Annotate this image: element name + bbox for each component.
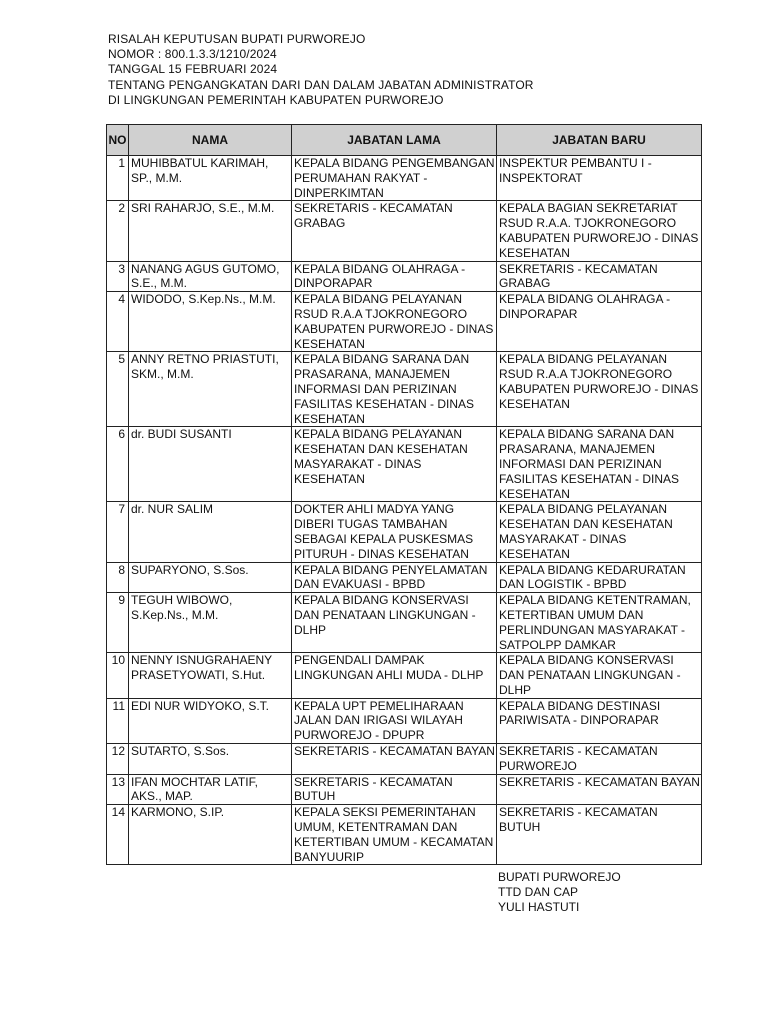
cell-no: 8 <box>107 562 129 593</box>
cell-no: 4 <box>107 292 129 352</box>
table-row <box>107 292 702 352</box>
appointment-table <box>106 124 702 865</box>
header-number: NOMOR : 800.1.3.3/1210/2024 <box>108 47 277 62</box>
cell-jabatan-baru: KEPALA BIDANG KONSERVASI DAN PENATAAN LINGKUNGAN - DLHP <box>497 653 702 698</box>
table-header-row <box>107 125 702 156</box>
table-row <box>107 698 702 743</box>
cell-nama: KARMONO, S.IP. <box>129 805 292 865</box>
table-row <box>107 352 702 427</box>
signature-note: TTD DAN CAP <box>498 885 579 900</box>
table-row <box>107 201 702 261</box>
cell-jabatan-lama: KEPALA BIDANG PELAYANAN KESEHATAN DAN KESEHATAN MASYARAKAT - DINAS KESEHATAN <box>292 427 497 502</box>
table-row <box>107 562 702 593</box>
cell-jabatan-baru: KEPALA BIDANG DESTINASI PARIWISATA - DINPORAPAR <box>497 698 702 743</box>
cell-jabatan-baru: KEPALA BAGIAN SEKRETARIAT RSUD R.A.A. TJOKRONEGORO KABUPATEN PURWOREJO - DINAS KESEHATAN <box>497 201 702 261</box>
cell-no: 11 <box>107 698 129 743</box>
cell-jabatan-baru: KEPALA BIDANG OLAHRAGA - DINPORAPAR <box>497 292 702 352</box>
table-row <box>107 774 702 805</box>
cell-jabatan-baru: SEKRETARIS - KECAMATAN BUTUH <box>497 805 702 865</box>
cell-jabatan-lama: KEPALA BIDANG PENYELAMATAN DAN EVAKUASI - BPBD <box>292 562 497 593</box>
cell-nama: TEGUH WIBOWO, S.Kep.Ns., M.M. <box>129 593 292 653</box>
cell-no: 2 <box>107 201 129 261</box>
cell-jabatan-baru: SEKRETARIS - KECAMATAN PURWOREJO <box>497 744 702 775</box>
cell-jabatan-lama: DOKTER AHLI MADYA YANG DIBERI TUGAS TAMBAHAN SEBAGAI KEPALA PUSKESMAS PITURUH - DINAS KESEHATAN <box>292 502 497 562</box>
cell-jabatan-lama: KEPALA BIDANG KONSERVASI DAN PENATAAN LINGKUNGAN - DLHP <box>292 593 497 653</box>
cell-no: 7 <box>107 502 129 562</box>
cell-jabatan-lama: KEPALA BIDANG OLAHRAGA - DINPORAPAR <box>292 261 497 292</box>
cell-no: 10 <box>107 653 129 698</box>
cell-nama: SRI RAHARJO, S.E., M.M. <box>129 201 292 261</box>
signature-block <box>498 870 621 916</box>
signature-name: YULI HASTUTI <box>498 900 580 915</box>
column-header-jabatan-baru: JABATAN BARU <box>497 125 702 156</box>
cell-jabatan-baru: SEKRETARIS - KECAMATAN BAYAN <box>497 774 702 805</box>
header-subject: TENTANG PENGANGKATAN DARI DAN DALAM JABATAN ADMINISTRATOR <box>108 77 534 92</box>
cell-no: 1 <box>107 156 129 201</box>
cell-no: 13 <box>107 774 129 805</box>
cell-nama: SUPARYONO, S.Sos. <box>129 562 292 593</box>
cell-jabatan-lama: PENGENDALI DAMPAK LINGKUNGAN AHLI MUDA - DLHP <box>292 653 497 698</box>
cell-no: 14 <box>107 805 129 865</box>
cell-jabatan-lama: KEPALA SEKSI PEMERINTAHAN UMUM, KETENTRAMAN DAN KETERTIBAN UMUM - KECAMATAN BANYUURIP <box>292 805 497 865</box>
column-header-jabatan-lama: JABATAN LAMA <box>292 125 497 156</box>
cell-no: 9 <box>107 593 129 653</box>
table-row <box>107 427 702 502</box>
cell-nama: WIDODO, S.Kep.Ns., M.M. <box>129 292 292 352</box>
cell-jabatan-baru: SEKRETARIS - KECAMATAN GRABAG <box>497 261 702 292</box>
header-title: RISALAH KEPUTUSAN BUPATI PURWOREJO <box>108 32 366 46</box>
table-row <box>107 261 702 292</box>
cell-nama: ANNY RETNO PRIASTUTI, SKM., M.M. <box>129 352 292 427</box>
document-header <box>108 32 534 108</box>
cell-nama: dr. NUR SALIM <box>129 502 292 562</box>
cell-no: 12 <box>107 744 129 775</box>
header-date: TANGGAL 15 FEBRUARI 2024 <box>108 62 278 77</box>
cell-nama: NENNY ISNUGRAHAENY PRASETYOWATI, S.Hut. <box>129 653 292 698</box>
table-row <box>107 593 702 653</box>
cell-jabatan-baru: KEPALA BIDANG KETENTRAMAN, KETERTIBAN UMUM DAN PERLINDUNGAN MASYARAKAT - SATPOLPP DAMKAR <box>497 593 702 653</box>
cell-jabatan-lama: KEPALA BIDANG SARANA DAN PRASARANA, MANAJEMEN INFORMASI DAN PERIZINAN FASILITAS KESEHATAN - DINAS KESEHATAN <box>292 352 497 427</box>
cell-jabatan-lama: KEPALA BIDANG PENGEMBANGAN PERUMAHAN RAKYAT - DINPERKIMTAN <box>292 156 497 201</box>
cell-nama: MUHIBBATUL KARIMAH, SP., M.M. <box>129 156 292 201</box>
cell-jabatan-lama: SEKRETARIS - KECAMATAN BUTUH <box>292 774 497 805</box>
cell-nama: SUTARTO, S.Sos. <box>129 744 292 775</box>
header-scope: DI LINGKUNGAN PEMERINTAH KABUPATEN PURWOREJO <box>108 92 444 107</box>
cell-jabatan-baru: KEPALA BIDANG PELAYANAN KESEHATAN DAN KESEHATAN MASYARAKAT - DINAS KESEHATAN <box>497 502 702 562</box>
cell-no: 3 <box>107 261 129 292</box>
cell-jabatan-lama: SEKRETARIS - KECAMATAN GRABAG <box>292 201 497 261</box>
column-header-nama: NAMA <box>129 125 292 156</box>
table-row <box>107 653 702 698</box>
cell-jabatan-baru: INSPEKTUR PEMBANTU I - INSPEKTORAT <box>497 156 702 201</box>
cell-jabatan-lama: KEPALA UPT PEMELIHARAAN JALAN DAN IRIGASI WILAYAH PURWOREJO - DPUPR <box>292 698 497 743</box>
cell-no: 5 <box>107 352 129 427</box>
table-row <box>107 805 702 865</box>
signature-title: BUPATI PURWOREJO <box>498 870 621 884</box>
cell-nama: EDI NUR WIDYOKO, S.T. <box>129 698 292 743</box>
cell-jabatan-lama: KEPALA BIDANG PELAYANAN RSUD R.A.A TJOKRONEGORO KABUPATEN PURWOREJO - DINAS KESEHATAN <box>292 292 497 352</box>
table-row <box>107 502 702 562</box>
cell-jabatan-baru: KEPALA BIDANG SARANA DAN PRASARANA, MANAJEMEN INFORMASI DAN PERIZINAN FASILITAS KESEHATAN - DINAS KESEHATAN <box>497 427 702 502</box>
table-row <box>107 744 702 775</box>
cell-nama: IFAN MOCHTAR LATIF, AKS., MAP. <box>129 774 292 805</box>
cell-nama: dr. BUDI SUSANTI <box>129 427 292 502</box>
cell-jabatan-lama: SEKRETARIS - KECAMATAN BAYAN <box>292 744 497 775</box>
column-header-no: NO <box>107 125 129 156</box>
cell-jabatan-baru: KEPALA BIDANG KEDARURATAN DAN LOGISTIK - BPBD <box>497 562 702 593</box>
cell-nama: NANANG AGUS GUTOMO, S.E., M.M. <box>129 261 292 292</box>
table-row <box>107 156 702 201</box>
cell-jabatan-baru: KEPALA BIDANG PELAYANAN RSUD R.A.A TJOKRONEGORO KABUPATEN PURWOREJO - DINAS KESEHATAN <box>497 352 702 427</box>
cell-no: 6 <box>107 427 129 502</box>
